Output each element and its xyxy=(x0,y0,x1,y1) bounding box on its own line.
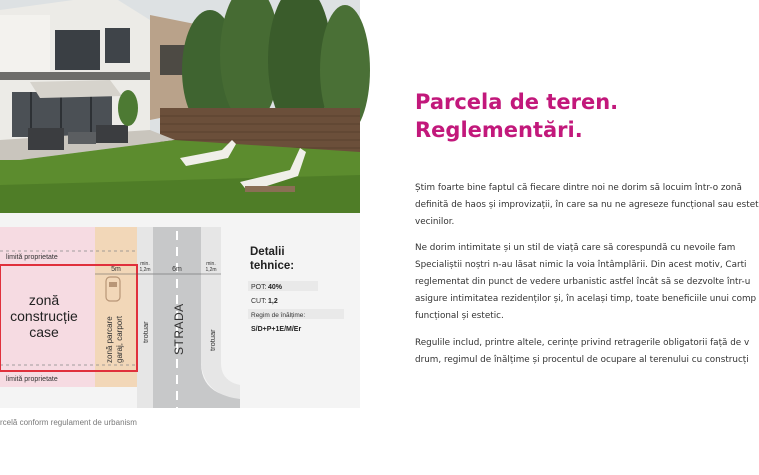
house-render-image xyxy=(0,0,360,213)
paragraph-2-line-2: Specialiștii noștri n-au lăsat nimic la voia întâmplării. Din acest motiv, Carti xyxy=(415,260,747,270)
pot-value: 40% xyxy=(268,284,283,291)
paragraph-1 xyxy=(415,180,759,231)
dimension-min-right-1: min. xyxy=(206,261,216,267)
construction-zone-label-3: case xyxy=(29,324,59,340)
dimension-5m: 5m xyxy=(111,266,121,273)
paragraph-1-line-1: Știm foarte bine faptul că fiecare dintre noi ne dorim să locuim într-o zonă xyxy=(415,183,742,193)
paragraph-3 xyxy=(415,335,750,369)
sidewalk-left-label: trotuar xyxy=(141,321,150,343)
construction-zone-label-2: construcție xyxy=(10,308,78,324)
parking-zone-label-1: zonă parcare xyxy=(105,316,114,363)
dimension-min-right-2: 1,2m xyxy=(205,267,217,273)
pot-label: POT: xyxy=(251,284,267,291)
paragraph-2 xyxy=(415,240,757,325)
page-title xyxy=(415,88,618,144)
dimension-6m: 6m xyxy=(172,266,182,273)
construction-zone-label-1: zonă xyxy=(28,292,60,308)
cut-value: 1,2 xyxy=(268,298,278,305)
title-line-2: Reglementări. xyxy=(415,118,583,142)
sidewalk-right-label: trotuar xyxy=(208,329,217,351)
regime-label: Regim de înălțime: xyxy=(251,312,306,319)
paragraph-2-line-1: Ne dorim intimitate și un stil de viață care să corespundă cu nevoile fam xyxy=(415,243,736,253)
paragraph-2-line-4: asigure intimitatea rezidenților și, în același timp, toate beneficiile unui comp xyxy=(415,294,757,304)
paragraph-3-line-1: Regulile includ, printre altele, cerințe privind retragerile obligatorii față de v xyxy=(415,338,750,348)
paragraph-2-line-3: reglementat din punct de vedere urbanistic astfel încât să se dezvolte într-u xyxy=(415,277,751,287)
site-plan-diagram xyxy=(0,213,360,408)
limit-bottom-label: limită proprietate xyxy=(6,376,58,383)
parking-zone-label-2: garaj, carport xyxy=(115,315,124,363)
details-heading-1: Detalii xyxy=(250,246,285,258)
cut-label: CUT: xyxy=(251,298,267,305)
paragraph-1-line-2: definită de haos și improvizații, în care sa nu ne agreseze funcțional sau estet xyxy=(415,200,759,210)
dimension-min-left-2: 1,2m xyxy=(139,267,151,273)
title-line-1: Parcela de teren. xyxy=(415,90,619,114)
paragraph-1-line-3: vecinilor. xyxy=(415,217,455,227)
limit-top-label: limită proprietate xyxy=(6,254,58,261)
dimension-min-left-1: min. xyxy=(140,261,150,267)
details-heading-2: tehnice: xyxy=(250,260,295,272)
plan-caption: rcelă conform regulament de urbanism xyxy=(0,418,137,427)
regime-value: S/D+P+1E/M/Er xyxy=(251,326,302,333)
paragraph-3-line-2: drum, regimul de înălțime și procentul de ocupare al terenului cu construcți xyxy=(415,355,749,365)
paragraph-2-line-5: funcțional și estetic. xyxy=(415,311,504,321)
street-label: STRADA xyxy=(172,303,186,355)
